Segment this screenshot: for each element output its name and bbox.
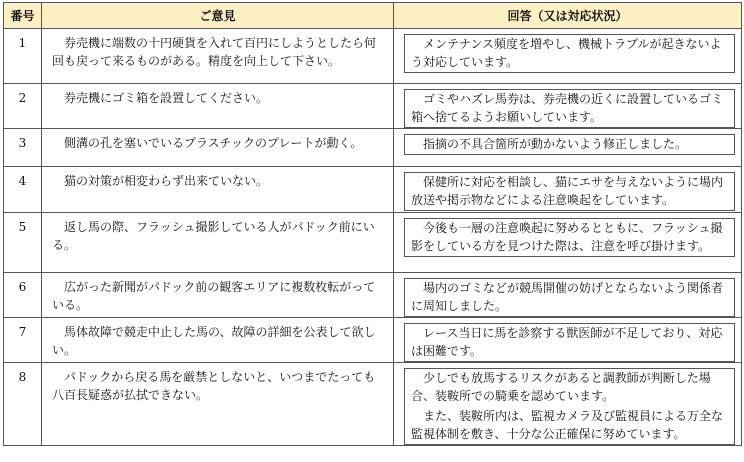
row-response (394, 129, 742, 167)
opinion-text: 側溝の孔を塞いでいるプラスチックのプレートが動く。 (64, 136, 363, 150)
row-response (394, 167, 742, 213)
response-text: ゴミやハズレ馬券は、券売機の近くに設置しているゴミ箱へ捨てるようお願いしています。 (411, 92, 724, 124)
row-response (394, 318, 742, 363)
header-row (4, 3, 742, 29)
opinion-text: パドックから戻る馬を厳禁としないと、いつまでたっても八百長疑惑が払拭できない。 (52, 370, 376, 402)
table-row (4, 84, 742, 129)
response-box (404, 34, 735, 73)
table-row (4, 213, 742, 273)
row-response (394, 84, 742, 129)
table-row (4, 363, 742, 446)
row-response (394, 213, 742, 273)
row-opinion (42, 29, 394, 84)
opinion-text: 馬体故障で競走中止した馬の、故障の詳細を公表して欲しい。 (52, 325, 376, 357)
row-number: 1 (4, 29, 42, 84)
row-number: 4 (4, 167, 42, 213)
header-number: 番号 (4, 3, 42, 29)
response-text: 今後も一層の注意喚起に努めるとともに、フラッシュ撮影をしている方を見つけた際は、注意を呼び掛けます。 (411, 221, 723, 253)
row-number: 5 (4, 213, 42, 273)
response-text: 保健所に対応を相談し、猫にエサを与えないように場内放送や掲示物などによる注意喚起をしています。 (411, 175, 724, 207)
row-response (394, 273, 742, 318)
row-response (394, 363, 742, 446)
row-opinion (42, 273, 394, 318)
response-box (404, 323, 735, 362)
row-opinion (42, 84, 394, 129)
table-row (4, 273, 742, 318)
opinion-text: 猫の対策が相変わらず出来ていない。 (64, 174, 269, 188)
header-opinion: ご意見 (42, 3, 394, 29)
response-box (404, 134, 735, 155)
row-opinion (42, 167, 394, 213)
response-text: メンテナンス頻度を増やし、機械トラブルが起きないよう対応しています。 (411, 37, 722, 69)
response-box (404, 218, 735, 257)
opinion-text: 返し馬の際、フラッシュ撮影している人がパドック前にいる。 (52, 220, 375, 252)
response-box (404, 278, 735, 317)
opinion-text: 券売機に端数の十円硬貨を入れて百円にしようとしたら何回も戻って来るものがある。精度を向上して下さい。 (52, 36, 377, 68)
table-row (4, 167, 742, 213)
opinion-response-table (3, 2, 742, 446)
row-opinion (42, 213, 394, 273)
row-number: 6 (4, 273, 42, 318)
opinion-text: 広がった新聞がパドック前の観客エリアに複数枚転がっている。 (52, 280, 376, 312)
response-text: 場内のゴミなどが競馬開催の妨げとならないよう関係者に周知しました。 (411, 281, 724, 313)
row-opinion (42, 129, 394, 167)
row-opinion (42, 363, 394, 446)
table-row (4, 129, 742, 167)
response-text: 少しでも放馬するリスクがあると調教師が判断した場合、装鞍所での騎乗を認めています。 (411, 371, 711, 403)
response-box (404, 172, 735, 211)
row-response (394, 29, 742, 84)
response-box (404, 368, 735, 445)
table-row (4, 29, 742, 84)
row-number: 8 (4, 363, 42, 446)
response-extra-text: また、装鞍所内は、監視カメラ及び監視員による万全な監視体制を敷き、十分な公正確保に努めています。 (411, 409, 724, 441)
table-row (4, 318, 742, 363)
opinion-text: 券売機にゴミ箱を設置してください。 (64, 91, 269, 105)
row-opinion (42, 318, 394, 363)
row-number: 2 (4, 84, 42, 129)
row-number: 3 (4, 129, 42, 167)
response-text: 指摘の不具合箇所が動かないよう修正しました。 (423, 137, 688, 151)
header-response: 回答（又は対応状況） (394, 3, 742, 29)
row-number: 7 (4, 318, 42, 363)
response-box (404, 89, 735, 128)
response-text: レース当日に馬を診察する獣医師が不足しており、対応は困難です。 (411, 326, 723, 358)
